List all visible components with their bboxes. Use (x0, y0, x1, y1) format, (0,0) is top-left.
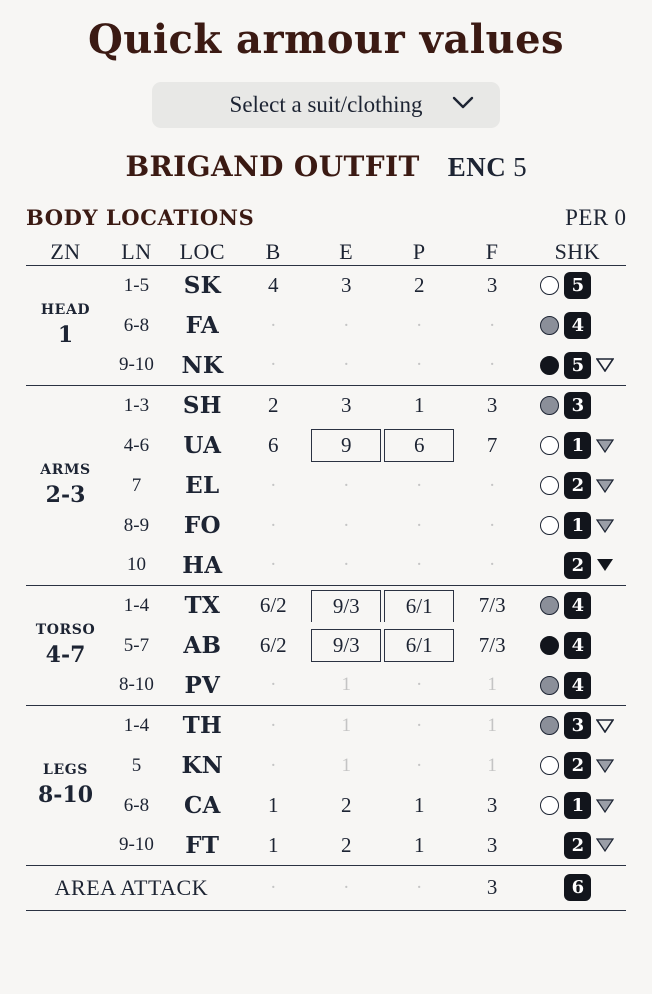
suit-select[interactable] (152, 82, 500, 128)
shock-value-badge: 3 (564, 392, 591, 419)
table-row[interactable] (26, 306, 626, 346)
column-header-loc: LOC (179, 239, 226, 264)
cell-p: · (416, 754, 423, 776)
cell-loc[interactable]: KN (181, 752, 224, 779)
zone-cell (26, 586, 105, 706)
cell-b: · (237, 706, 310, 746)
table-bottom-rule (26, 910, 626, 911)
cell-shk[interactable] (529, 386, 626, 426)
cell-shk[interactable] (529, 826, 626, 866)
suit-select-label: Select a suit/clothing (229, 92, 423, 117)
cell-f: 1 (487, 674, 497, 696)
cell-shk[interactable] (529, 346, 626, 386)
cell-b: · (237, 866, 310, 910)
cell-e: 2 (340, 793, 352, 817)
shk-cell-inner (529, 272, 626, 299)
zone-range: 4-7 (45, 641, 86, 668)
cell-b: 6/2 (259, 633, 287, 657)
triangle-placeholder (596, 639, 614, 653)
shk-cell-inner (529, 752, 626, 779)
cell-ln: 4-6 (123, 434, 150, 456)
cell-p: · (416, 314, 423, 336)
table-row[interactable] (26, 826, 626, 866)
column-header-ln: LN (121, 239, 152, 264)
cell-e: 1 (341, 754, 351, 776)
shock-value-badge: 5 (564, 352, 591, 379)
shock-dot-full[interactable] (540, 356, 559, 375)
enc-readout (448, 152, 527, 183)
cell-f: 3 (486, 793, 498, 817)
cell-p: · (383, 866, 456, 910)
cell-e: · (343, 554, 350, 576)
shock-dot-placeholder (540, 556, 559, 575)
cell-ln: 9-10 (119, 354, 154, 376)
column-header-e: E (339, 239, 354, 264)
cell-shk[interactable] (529, 706, 626, 746)
cell-b: 2 (237, 386, 310, 426)
cell-p: · (383, 706, 456, 746)
cell-e: 3 (310, 386, 383, 426)
shk-cell-inner (529, 874, 626, 901)
shk-cell-inner (529, 792, 626, 819)
body-locations-header (26, 205, 626, 231)
cell-b: · (270, 354, 277, 376)
cell-shk[interactable] (529, 466, 626, 506)
table-row[interactable] (26, 586, 626, 626)
cell-f: 3 (486, 832, 498, 857)
zone-name: LEGS (43, 762, 89, 778)
cell-ln: 1-5 (123, 274, 150, 296)
table-row[interactable] (26, 346, 626, 386)
column-header-p: P (412, 239, 426, 264)
cell-ln: 1-4 (105, 706, 168, 746)
armour-table-head (26, 239, 626, 266)
shock-value-badge: 1 (564, 432, 591, 459)
shock-dot-half[interactable] (540, 676, 559, 695)
cell-f: 3 (456, 386, 529, 426)
zone-range: 1 (57, 321, 74, 348)
shk-cell-inner (529, 672, 626, 699)
triangle-grey-icon[interactable] (596, 759, 614, 773)
cell-loc[interactable]: FA (185, 312, 220, 339)
armour-table (26, 239, 626, 910)
cell-shk[interactable] (529, 506, 626, 546)
cell-shk[interactable] (529, 266, 626, 306)
cell-ln: 10 (126, 554, 146, 576)
shock-dot-half[interactable] (540, 716, 559, 735)
shk-cell-inner (529, 712, 626, 739)
cell-ln: 6-8 (123, 314, 150, 336)
cell-shk[interactable] (529, 546, 626, 586)
cell-e: · (343, 314, 350, 336)
enc-value: 5 (513, 152, 527, 182)
cell-b: · (270, 514, 277, 536)
cell-f: · (489, 354, 496, 376)
shock-dot-empty[interactable] (540, 516, 559, 535)
shock-value-badge: 1 (564, 512, 591, 539)
shock-dot-empty[interactable] (540, 476, 559, 495)
armour-table-body (26, 266, 626, 910)
cell-ln: 8-10 (119, 674, 154, 696)
page-title: Quick armour values (87, 16, 565, 63)
cell-e: 2 (340, 832, 352, 857)
shk-cell-inner (529, 832, 626, 859)
shk-cell-inner (529, 632, 626, 659)
cell-ln: 8-9 (123, 514, 150, 536)
cell-p: · (416, 474, 423, 496)
zone-range: 8-10 (37, 781, 94, 808)
cell-f: · (489, 314, 496, 336)
suit-select-wrapper (0, 82, 652, 128)
shock-value-badge: 4 (564, 632, 591, 659)
table-row[interactable] (26, 786, 626, 826)
cell-shk[interactable] (529, 586, 626, 626)
area-attack-label: AREA ATTACK (26, 866, 237, 910)
zone-range: 2-3 (45, 481, 86, 508)
cell-p: · (416, 554, 423, 576)
table-row[interactable] (26, 746, 626, 786)
triangle-placeholder (596, 279, 614, 293)
shock-value-badge: 1 (564, 792, 591, 819)
table-row[interactable] (26, 466, 626, 506)
area-attack-row[interactable] (26, 866, 626, 910)
shock-dot-half[interactable] (540, 396, 559, 415)
highlighted-value: 9 (311, 429, 381, 462)
cell-p: 2 (413, 273, 425, 298)
cell-loc[interactable]: TX (168, 586, 237, 626)
table-row[interactable] (26, 266, 626, 306)
zone-cell (26, 386, 105, 586)
cell-ln: 6-8 (123, 794, 150, 816)
cell-e: 1 (310, 706, 383, 746)
shk-cell-inner (529, 512, 626, 539)
cell-shk[interactable] (529, 746, 626, 786)
cell-ln: 9-10 (119, 834, 154, 856)
shock-dot-placeholder (540, 836, 559, 855)
shk-cell-inner (529, 432, 626, 459)
chevron-down-icon (452, 96, 474, 114)
zone-name: ARMS (40, 462, 91, 478)
per-label: PER (565, 205, 609, 230)
cell-e: 1 (341, 674, 351, 696)
cell-shk[interactable] (529, 666, 626, 706)
column-header-zn: ZN (50, 239, 81, 264)
shock-value-badge: 5 (564, 272, 591, 299)
triangle-placeholder (596, 399, 614, 413)
triangle-placeholder (596, 881, 614, 895)
cell-e: 3 (340, 273, 352, 298)
cell-p: 1 (413, 793, 425, 817)
cell-b: · (270, 674, 277, 696)
cell-b: 1 (268, 793, 279, 817)
cell-b: 6 (268, 433, 279, 457)
shock-value-badge: 2 (564, 552, 591, 579)
cell-e (310, 426, 383, 466)
cell-f: 3 (456, 866, 529, 910)
cell-ln: 5-7 (123, 634, 150, 656)
cell-p (383, 426, 456, 466)
triangle-placeholder (596, 678, 614, 692)
cell-loc[interactable]: SK (183, 272, 221, 300)
cell-f: 1 (487, 754, 497, 776)
cell-loc[interactable]: AB (183, 632, 222, 659)
cell-p: · (416, 354, 423, 376)
triangle-outline-icon[interactable] (596, 358, 614, 372)
shock-value-badge: 6 (564, 874, 591, 901)
per-value: 0 (614, 205, 626, 230)
shock-value-badge: 2 (564, 752, 591, 779)
highlighted-value: 6 (384, 429, 454, 462)
shock-dot-full[interactable] (540, 636, 559, 655)
cell-p: 1 (383, 386, 456, 426)
triangle-grey-icon[interactable] (596, 519, 614, 533)
shock-value-badge: 2 (564, 472, 591, 499)
cell-b: 4 (268, 273, 279, 298)
cell-f: 3 (486, 273, 498, 298)
highlighted-value: 6/1 (384, 629, 454, 662)
cell-shk[interactable] (529, 786, 626, 826)
shock-dot-empty[interactable] (540, 796, 559, 815)
zone-cell (26, 706, 105, 866)
table-row[interactable] (26, 626, 626, 666)
shock-value-badge: 4 (564, 592, 591, 619)
armour-header-row (26, 239, 626, 266)
cell-f: · (489, 474, 496, 496)
shk-cell-inner (529, 592, 626, 619)
table-row[interactable] (26, 426, 626, 466)
cell-b: · (270, 754, 277, 776)
cell-f: 1 (456, 706, 529, 746)
per-readout (565, 205, 626, 231)
cell-loc[interactable]: EL (185, 472, 220, 499)
table-row[interactable] (26, 546, 626, 586)
cell-loc[interactable]: HA (182, 551, 223, 579)
cell-loc[interactable]: CA (183, 792, 221, 819)
shock-dot-empty[interactable] (540, 756, 559, 775)
triangle-grey-icon[interactable] (596, 838, 614, 852)
highlighted-value: 9/3 (311, 629, 381, 662)
cell-shk[interactable] (529, 866, 626, 910)
shock-value-badge: 3 (564, 712, 591, 739)
shock-dot-placeholder (540, 878, 559, 897)
cell-ln: 7 (131, 474, 142, 496)
zone-name: HEAD (40, 302, 91, 318)
cell-f: · (489, 514, 496, 536)
cell-b: · (270, 554, 277, 576)
shk-cell-inner (529, 352, 626, 379)
highlighted-value: 9/3 (311, 590, 381, 622)
cell-b: 6/2 (237, 586, 310, 626)
shk-cell-inner (529, 552, 626, 579)
cell-e: · (343, 474, 350, 496)
shock-dot-half[interactable] (540, 316, 559, 335)
cell-ln: 1-4 (105, 586, 168, 626)
cell-loc[interactable]: NK (181, 351, 224, 379)
cell-b: 1 (268, 832, 279, 857)
cell-e: · (310, 866, 383, 910)
column-header-f: F (485, 239, 499, 264)
cell-b: · (270, 314, 277, 336)
cell-p: · (416, 514, 423, 536)
shock-dot-empty[interactable] (540, 276, 559, 295)
suit-header (0, 150, 652, 183)
cell-shk[interactable] (529, 306, 626, 346)
enc-label: ENC (447, 152, 507, 182)
triangle-outline-icon[interactable] (596, 719, 614, 733)
cell-p: · (416, 674, 423, 696)
cell-shk[interactable] (529, 426, 626, 466)
cell-e (310, 586, 383, 626)
cell-ln: 1-3 (105, 386, 168, 426)
cell-shk[interactable] (529, 626, 626, 666)
cell-loc[interactable]: FO (183, 512, 221, 539)
table-row[interactable] (26, 666, 626, 706)
table-row[interactable] (26, 706, 626, 746)
cell-p: 1 (413, 832, 425, 857)
column-header-shk: SHK (554, 239, 601, 264)
suit-name: BRIGAND OUTFIT (125, 150, 420, 183)
cell-e (310, 626, 383, 666)
shock-value-badge: 4 (564, 312, 591, 339)
cell-loc[interactable]: FT (185, 831, 220, 859)
shock-dot-empty[interactable] (540, 436, 559, 455)
triangle-placeholder (596, 319, 614, 333)
shock-value-badge: 2 (564, 832, 591, 859)
cell-loc[interactable]: PV (184, 671, 221, 699)
zone-name: TORSO (35, 622, 96, 638)
cell-f: · (489, 554, 496, 576)
shk-cell-inner (529, 472, 626, 499)
triangle-grey-icon[interactable] (596, 479, 614, 493)
shk-cell-inner (529, 392, 626, 419)
triangle-dark-icon[interactable] (596, 558, 614, 572)
cell-e: · (343, 354, 350, 376)
cell-p (383, 586, 456, 626)
triangle-placeholder (596, 599, 614, 613)
cell-f: 7/3 (478, 633, 506, 657)
triangle-grey-icon[interactable] (596, 799, 614, 813)
zone-cell (26, 266, 105, 386)
table-row[interactable] (26, 506, 626, 546)
shock-value-badge: 4 (564, 672, 591, 699)
cell-loc[interactable]: SH (168, 386, 237, 426)
shk-cell-inner (529, 312, 626, 339)
shock-dot-half[interactable] (540, 596, 559, 615)
cell-p (383, 626, 456, 666)
column-header-b: B (265, 239, 281, 264)
highlighted-value: 6/1 (384, 590, 454, 622)
cell-loc[interactable]: UA (183, 432, 222, 459)
cell-f: 7/3 (456, 586, 529, 626)
cell-ln: 5 (131, 754, 142, 776)
cell-f: 7 (486, 433, 498, 457)
triangle-grey-icon[interactable] (596, 439, 614, 453)
body-locations-title: BODY LOCATIONS (26, 205, 255, 230)
cell-loc[interactable]: TH (168, 706, 237, 746)
cell-e: · (343, 514, 350, 536)
table-row[interactable] (26, 386, 626, 426)
cell-b: · (270, 474, 277, 496)
